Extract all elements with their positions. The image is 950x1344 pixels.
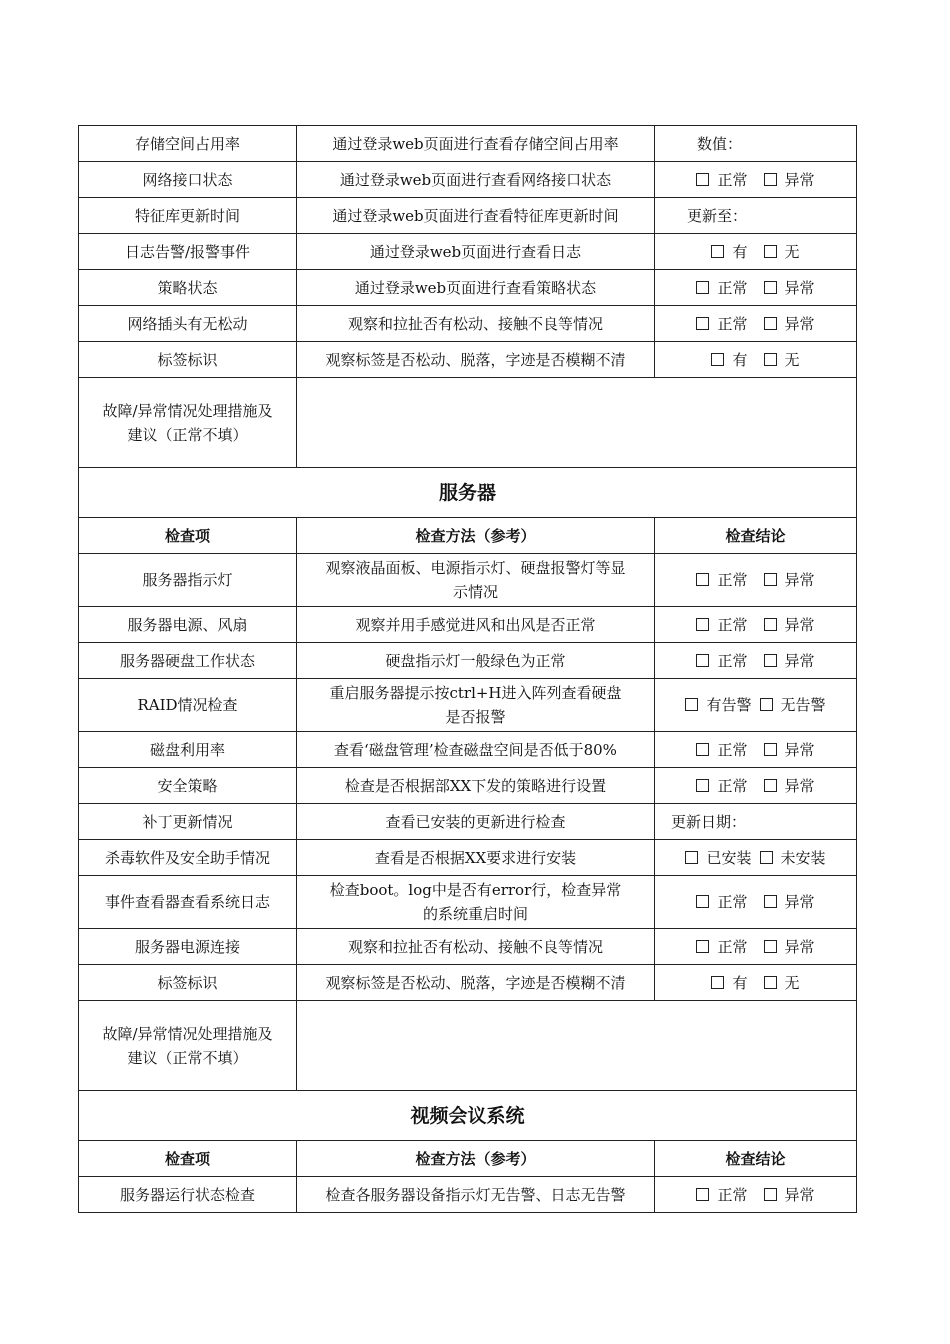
checkbox-icon[interactable] [764, 1188, 777, 1201]
checkbox-option[interactable]: 异常 [764, 613, 815, 637]
table-row [79, 126, 857, 162]
section-title: 视频会议系统 [79, 1091, 857, 1141]
check-item: 网络接口状态 [79, 162, 297, 198]
check-method: 查看‘磁盘管理’检查磁盘空间是否低于80% [297, 732, 655, 768]
result-options [655, 929, 857, 965]
table-row [79, 306, 857, 342]
checkbox-icon[interactable] [696, 779, 709, 792]
checkbox-icon[interactable] [760, 851, 773, 864]
check-method: 观察和拉扯否有松动、接触不良等情况 [297, 306, 655, 342]
checkbox-icon[interactable] [764, 743, 777, 756]
check-method: 通过登录web页面进行查看网络接口状态 [297, 162, 655, 198]
check-item: 服务器硬盘工作状态 [79, 643, 297, 679]
table-row [79, 198, 857, 234]
result-options [655, 643, 857, 679]
checkbox-option[interactable]: 异常 [764, 890, 815, 914]
checkbox-option[interactable]: 异常 [764, 649, 815, 673]
result-options [655, 840, 857, 876]
checkbox-option[interactable]: 正常 [696, 613, 747, 637]
table-row [79, 270, 857, 306]
checkbox-option[interactable]: 异常 [764, 168, 815, 192]
check-method: 通过登录web页面进行查看日志 [297, 234, 655, 270]
check-item: 补丁更新情况 [79, 804, 297, 840]
checkbox-option[interactable]: 无告警 [760, 693, 826, 717]
checkbox-option[interactable]: 未安装 [760, 846, 826, 870]
table-row [79, 1177, 857, 1213]
table-row [79, 1141, 857, 1177]
checkbox-icon[interactable] [696, 573, 709, 586]
check-method: 观察标签是否松动、脱落，字迹是否模糊不清 [297, 965, 655, 1001]
checkbox-icon[interactable] [711, 353, 724, 366]
checkbox-option[interactable]: 正常 [696, 935, 747, 959]
check-method: 观察和拉扯否有松动、接触不良等情况 [297, 929, 655, 965]
table-row [79, 840, 857, 876]
check-item: 网络插头有无松动 [79, 306, 297, 342]
table-row [79, 965, 857, 1001]
check-item: 服务器电源连接 [79, 929, 297, 965]
check-item: 事件查看器查看系统日志 [79, 876, 297, 929]
check-method: 通过登录web页面进行查看存储空间占用率 [297, 126, 655, 162]
checkbox-icon[interactable] [764, 173, 777, 186]
checkbox-icon[interactable] [764, 317, 777, 330]
table-row [79, 378, 857, 468]
result-options [655, 270, 857, 306]
check-item: 服务器指示灯 [79, 554, 297, 607]
checkbox-icon[interactable] [764, 779, 777, 792]
checkbox-option[interactable]: 异常 [764, 312, 815, 336]
result-value-field[interactable]: 数值： [655, 126, 857, 162]
checkbox-icon[interactable] [764, 618, 777, 631]
check-method: 通过登录web页面进行查看策略状态 [297, 270, 655, 306]
check-item: 存储空间占用率 [79, 126, 297, 162]
column-header: 检查项 [79, 1141, 297, 1177]
checkbox-option[interactable]: 正常 [696, 774, 747, 798]
checkbox-option[interactable]: 异常 [764, 935, 815, 959]
note-input-area[interactable] [297, 378, 857, 468]
table-row [79, 342, 857, 378]
check-item: 特征库更新时间 [79, 198, 297, 234]
table-row [79, 518, 857, 554]
check-item: 服务器电源、风扇 [79, 607, 297, 643]
table-row [79, 732, 857, 768]
table-row [79, 768, 857, 804]
inspection-form-table [78, 125, 857, 1213]
result-options [655, 162, 857, 198]
checkbox-option[interactable]: 正常 [696, 1183, 747, 1207]
checkbox-icon[interactable] [764, 573, 777, 586]
checkbox-icon[interactable] [685, 851, 698, 864]
check-item: 服务器运行状态检查 [79, 1177, 297, 1213]
result-options [655, 876, 857, 929]
checkbox-option[interactable]: 正常 [696, 649, 747, 673]
checkbox-icon[interactable] [711, 976, 724, 989]
column-header: 检查结论 [655, 1141, 857, 1177]
check-item: RAID情况检查 [79, 679, 297, 732]
column-header: 检查项 [79, 518, 297, 554]
section-title: 服务器 [79, 468, 857, 518]
check-item: 标签标识 [79, 342, 297, 378]
check-method: 通过登录web页面进行查看特征库更新时间 [297, 198, 655, 234]
checkbox-icon[interactable] [696, 317, 709, 330]
column-header: 检查结论 [655, 518, 857, 554]
checkbox-icon[interactable] [696, 1188, 709, 1201]
checkbox-icon[interactable] [764, 940, 777, 953]
note-label: 故障/异常情况处理措施及 建议（正常不填） [79, 1001, 297, 1091]
column-header: 检查方法（参考） [297, 518, 655, 554]
table-row [79, 679, 857, 732]
checkbox-icon[interactable] [764, 895, 777, 908]
table-row [79, 929, 857, 965]
checkbox-icon[interactable] [764, 281, 777, 294]
table-row [79, 162, 857, 198]
table-row [79, 643, 857, 679]
checkbox-icon[interactable] [764, 245, 777, 258]
check-item: 安全策略 [79, 768, 297, 804]
checkbox-icon[interactable] [711, 245, 724, 258]
check-method: 检查boot。log中是否有error行，检查异常 的系统重启时间 [297, 876, 655, 929]
table-row [79, 804, 857, 840]
checkbox-option[interactable]: 异常 [764, 1183, 815, 1207]
check-method: 观察液晶面板、电源指示灯、硬盘报警灯等显 示情况 [297, 554, 655, 607]
table-row [79, 1001, 857, 1091]
result-value-field[interactable]: 更新至： [655, 198, 857, 234]
result-options [655, 342, 857, 378]
checkbox-icon[interactable] [696, 173, 709, 186]
checkbox-icon[interactable] [696, 940, 709, 953]
result-options [655, 679, 857, 732]
result-options [655, 768, 857, 804]
table-row [79, 876, 857, 929]
result-options [655, 306, 857, 342]
table-row [79, 234, 857, 270]
checkbox-option[interactable]: 无 [764, 971, 800, 995]
checkbox-icon[interactable] [696, 618, 709, 631]
checkbox-option[interactable]: 正常 [696, 312, 747, 336]
result-value-field[interactable]: 更新日期： [655, 804, 857, 840]
checkbox-option[interactable]: 有 [711, 971, 747, 995]
checkbox-icon[interactable] [696, 743, 709, 756]
checkbox-option[interactable]: 正常 [696, 738, 747, 762]
checkbox-option[interactable]: 有告警 [685, 693, 751, 717]
column-header: 检查方法（参考） [297, 1141, 655, 1177]
checkbox-option[interactable]: 有 [711, 348, 747, 372]
checkbox-option[interactable]: 无 [764, 240, 800, 264]
checkbox-icon[interactable] [764, 976, 777, 989]
checkbox-icon[interactable] [760, 698, 773, 711]
checkbox-option[interactable]: 异常 [764, 774, 815, 798]
table-row [79, 554, 857, 607]
check-method: 检查是否根据部XX下发的策略进行设置 [297, 768, 655, 804]
result-options [655, 554, 857, 607]
checkbox-option[interactable]: 已安装 [685, 846, 751, 870]
check-method: 查看是否根据XX要求进行安装 [297, 840, 655, 876]
check-method: 观察标签是否松动、脱落，字迹是否模糊不清 [297, 342, 655, 378]
check-item: 磁盘利用率 [79, 732, 297, 768]
checkbox-option[interactable]: 无 [764, 348, 800, 372]
checkbox-option[interactable]: 正常 [696, 276, 747, 300]
checkbox-icon[interactable] [764, 654, 777, 667]
result-options [655, 965, 857, 1001]
check-method: 查看已安装的更新进行检查 [297, 804, 655, 840]
check-item: 标签标识 [79, 965, 297, 1001]
checkbox-option[interactable]: 正常 [696, 168, 747, 192]
checkbox-option[interactable]: 异常 [764, 568, 815, 592]
result-options [655, 234, 857, 270]
result-options [655, 607, 857, 643]
check-method: 硬盘指示灯一般绿色为正常 [297, 643, 655, 679]
checkbox-option[interactable]: 有 [711, 240, 747, 264]
result-options [655, 1177, 857, 1213]
table-row [79, 1091, 857, 1141]
checkbox-icon[interactable] [764, 353, 777, 366]
check-item: 策略状态 [79, 270, 297, 306]
checkbox-option[interactable]: 异常 [764, 276, 815, 300]
check-item: 日志告警/报警事件 [79, 234, 297, 270]
checkbox-icon[interactable] [685, 698, 698, 711]
note-label: 故障/异常情况处理措施及 建议（正常不填） [79, 378, 297, 468]
checkbox-icon[interactable] [696, 281, 709, 294]
checkbox-option[interactable]: 正常 [696, 890, 747, 914]
check-method: 重启服务器提示按ctrl+H进入阵列查看硬盘 是否报警 [297, 679, 655, 732]
result-options [655, 732, 857, 768]
checkbox-icon[interactable] [696, 895, 709, 908]
table-row [79, 468, 857, 518]
check-method: 检查各服务器设备指示灯无告警、日志无告警 [297, 1177, 655, 1213]
check-item: 杀毒软件及安全助手情况 [79, 840, 297, 876]
checkbox-option[interactable]: 正常 [696, 568, 747, 592]
table-row [79, 607, 857, 643]
checkbox-option[interactable]: 异常 [764, 738, 815, 762]
check-method: 观察并用手感觉进风和出风是否正常 [297, 607, 655, 643]
note-input-area[interactable] [297, 1001, 857, 1091]
checkbox-icon[interactable] [696, 654, 709, 667]
